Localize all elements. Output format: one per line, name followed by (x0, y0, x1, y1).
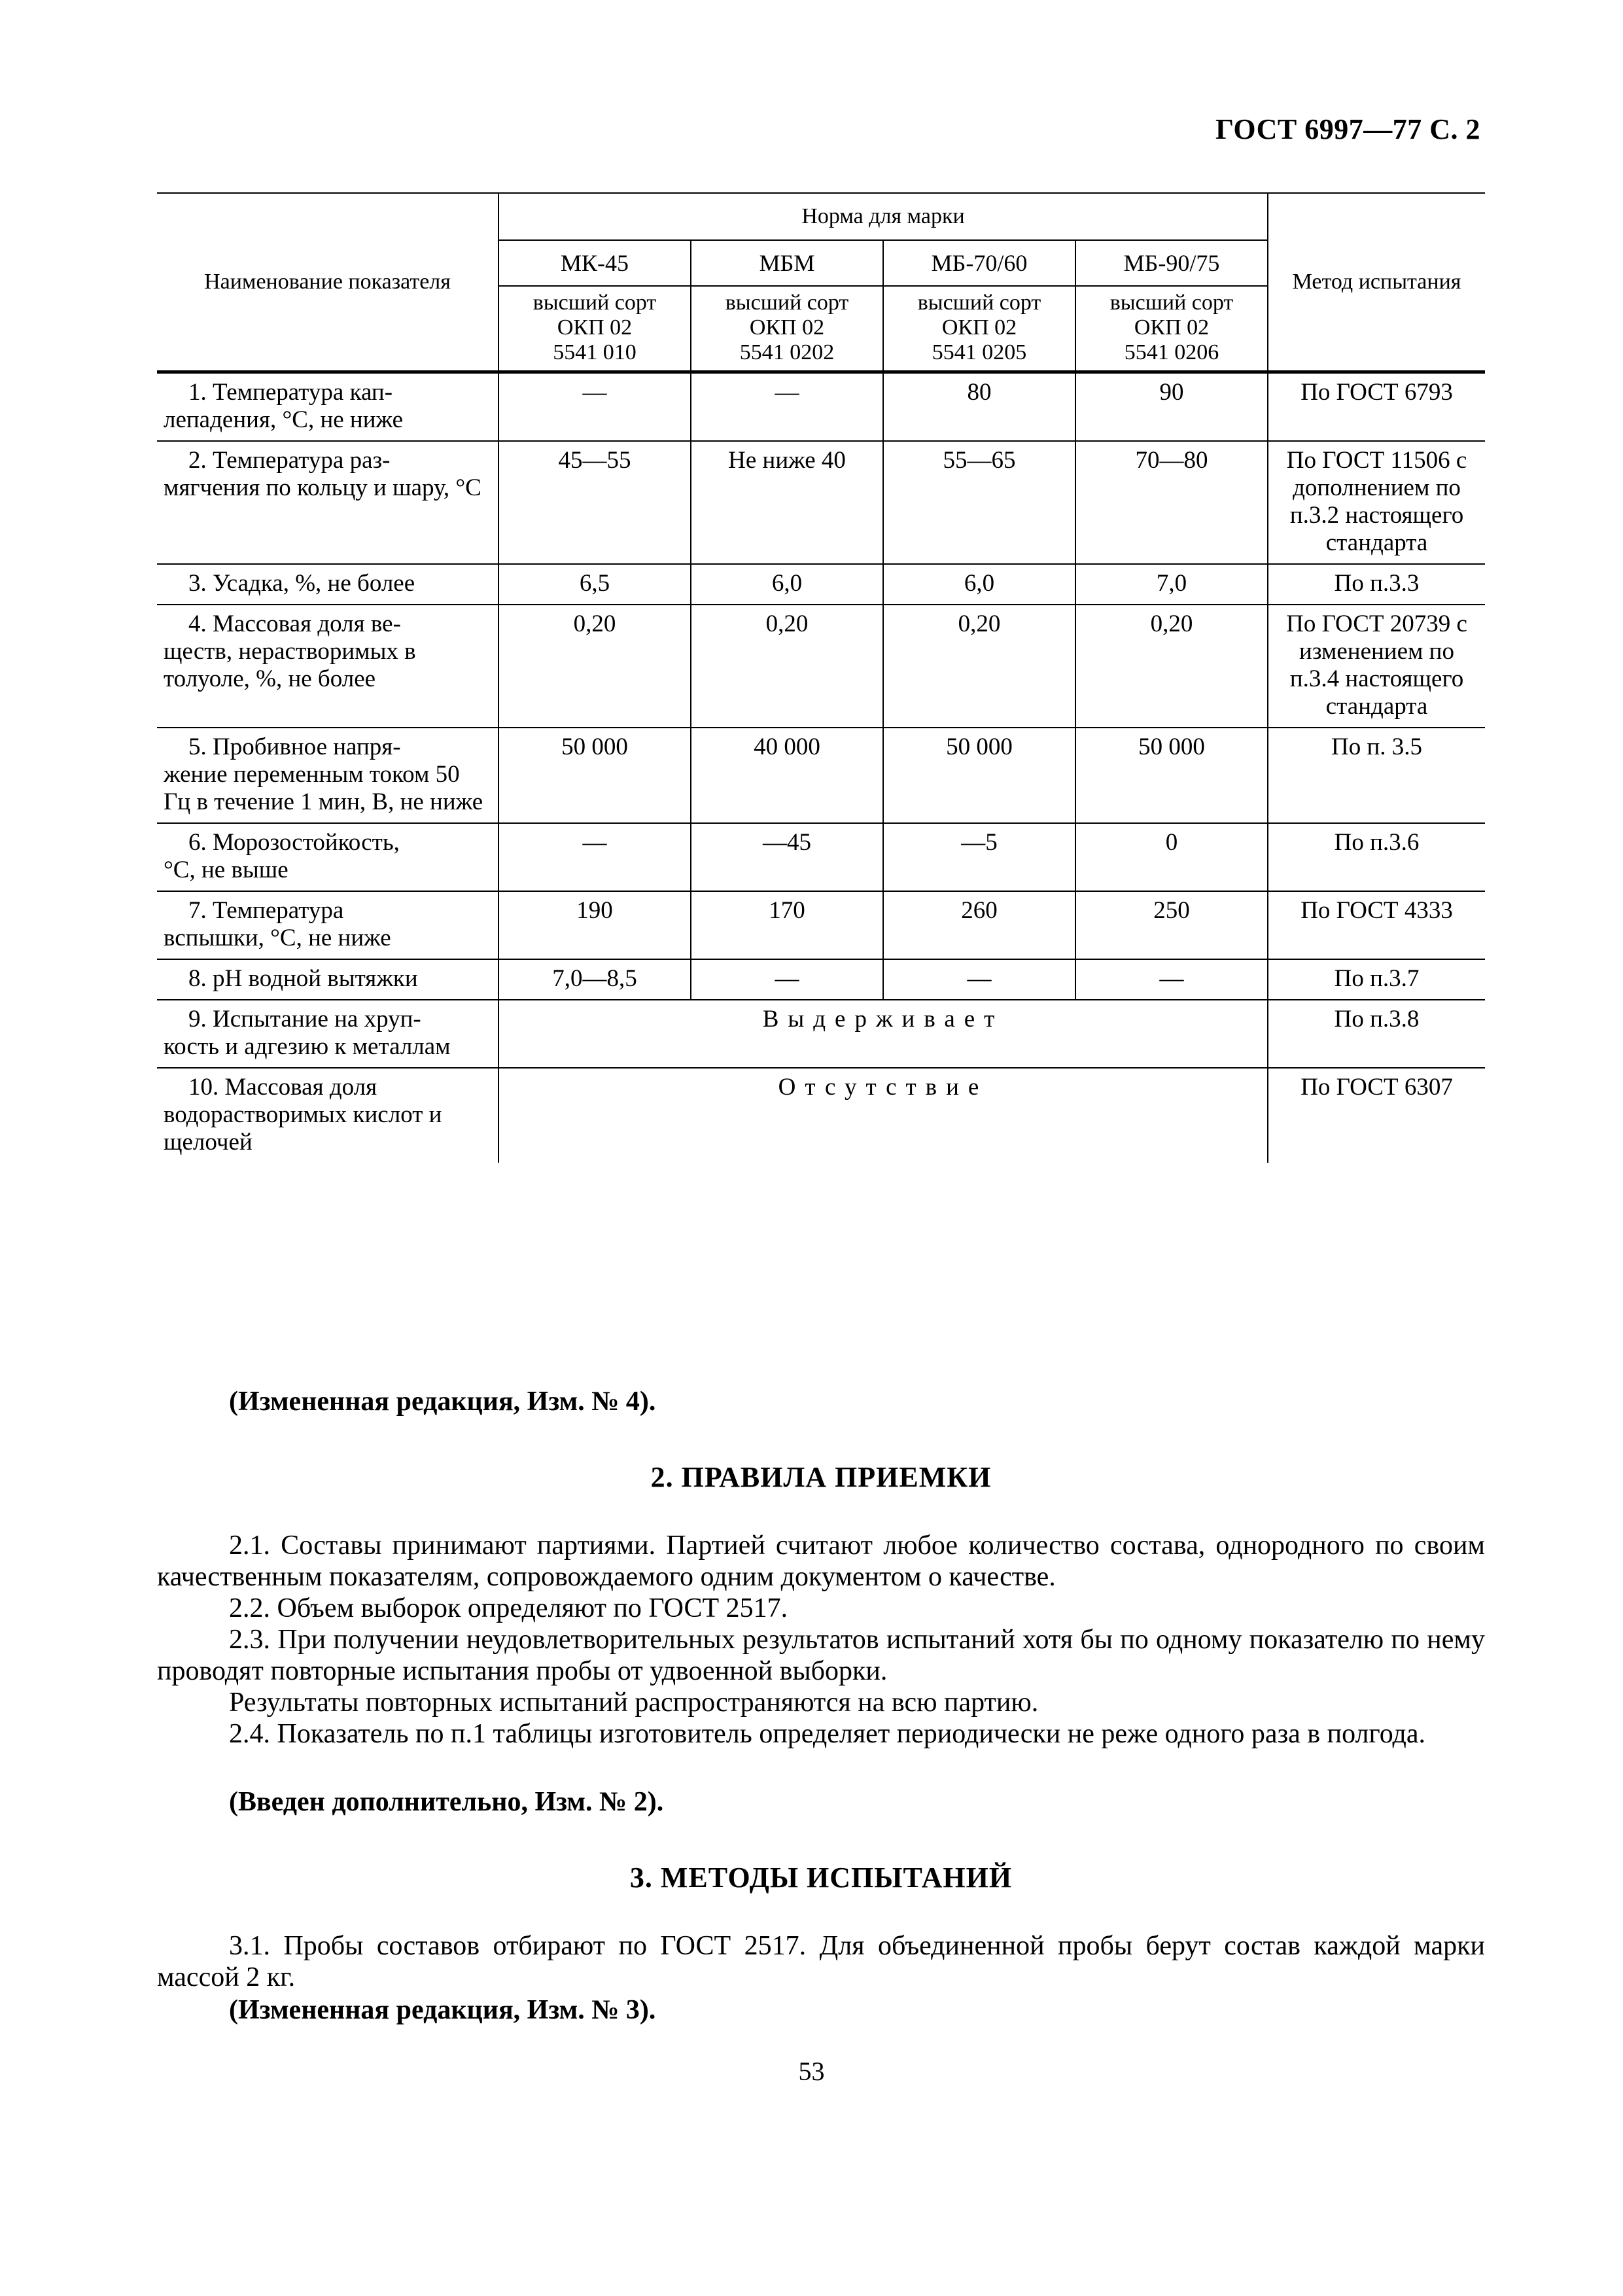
norm-value: 6,0 (691, 564, 883, 605)
norm-value: 0,20 (691, 605, 883, 728)
indicator-name: 7. Температура вспышки, °С, не ниже (157, 891, 498, 959)
norm-value: 170 (691, 891, 883, 959)
norm-value: 7,0—8,5 (498, 959, 691, 1000)
test-method: По ГОСТ 20739 с изменением по п.3.4 настоящего стандарта (1268, 605, 1485, 728)
paragraph: 2.3. При получении неудовлетворительных результатов испытаний хотя бы по одному показателю по нему проводят повторные испытания пробы от удвоенной выборки. (157, 1625, 1485, 1686)
norm-value: — (691, 372, 883, 442)
test-method: По ГОСТ 6307 (1268, 1068, 1485, 1163)
norm-value: 50 000 (498, 728, 691, 823)
indicator-name: 9. Испытание на хруп- кость и адгезию к металлам (157, 1000, 498, 1068)
norm-value: 250 (1075, 891, 1268, 959)
test-method: По ГОСТ 6793 (1268, 372, 1485, 442)
header-okp-code: высший сорт ОКП 02 5541 010 (498, 286, 691, 372)
header-okp-code: высший сорт ОКП 02 5541 0206 (1075, 286, 1268, 372)
amendment-note: (Измененная редакция, Изм. № 4). (229, 1386, 656, 1417)
norm-value: 90 (1075, 372, 1268, 442)
norm-value: 70—80 (1075, 441, 1268, 564)
indicator-name: 3. Усадка, %, не более (157, 564, 498, 605)
norm-value: 260 (883, 891, 1075, 959)
norm-value: 50 000 (883, 728, 1075, 823)
specification-table (157, 192, 1485, 1163)
norm-value: —5 (883, 823, 1075, 891)
header-test-method: Метод испытания (1268, 193, 1485, 372)
section-2-text (157, 1530, 1485, 1750)
running-title: ГОСТ 6997—77 С. 2 (1215, 113, 1480, 145)
norm-value: — (1075, 959, 1268, 1000)
table-row (157, 564, 1485, 605)
test-method: По п.3.3 (1268, 564, 1485, 605)
header-okp-code: высший сорт ОКП 02 5541 0205 (883, 286, 1075, 372)
indicator-name: 10. Массовая доля водорастворимых кислот и щелочей (157, 1068, 498, 1163)
table-row (157, 372, 1485, 442)
indicator-name: 5. Пробивное напря- жение переменным током 50 Гц в течение 1 мин, В, не ниже (157, 728, 498, 823)
norm-value: — (883, 959, 1075, 1000)
indicator-name: 2. Температура раз- мягчения по кольцу и шару, °С (157, 441, 498, 564)
norm-value: 6,5 (498, 564, 691, 605)
section-title: 2. ПРАВИЛА ПРИЕМКИ (650, 1461, 992, 1493)
table-row (157, 959, 1485, 1000)
norm-value: 0 (1075, 823, 1268, 891)
norm-value: 50 000 (1075, 728, 1268, 823)
table-row (157, 823, 1485, 891)
norm-value: Не ниже 40 (691, 441, 883, 564)
section-3-text (157, 1930, 1485, 1993)
paragraph: 3.1. Пробы составов отбирают по ГОСТ 2517. Для объединенной пробы берут состав каждой марки массой 2 кг. (157, 1931, 1485, 1992)
page-number: 53 (798, 2057, 825, 2086)
paragraph: 2.4. Показатель по п.1 таблицы изготовитель определяет периодически не реже одного раза в полгода. (229, 1719, 1425, 1749)
norm-value: — (498, 823, 691, 891)
test-method: По п.3.8 (1268, 1000, 1485, 1068)
norm-value: 0,20 (883, 605, 1075, 728)
test-method: По ГОСТ 4333 (1268, 891, 1485, 959)
test-method: По п.3.6 (1268, 823, 1485, 891)
norm-value: 45—55 (498, 441, 691, 564)
header-grade: МК-45 (498, 240, 691, 286)
norm-value: —45 (691, 823, 883, 891)
indicator-name: 8. рН водной вытяжки (157, 959, 498, 1000)
norm-value: 7,0 (1075, 564, 1268, 605)
test-method: По п. 3.5 (1268, 728, 1485, 823)
table-row (157, 728, 1485, 823)
norm-value: 0,20 (1075, 605, 1268, 728)
norm-value: 55—65 (883, 441, 1075, 564)
norm-value: 40 000 (691, 728, 883, 823)
test-method: По ГОСТ 11506 с дополнением по п.3.2 настоящего стандарта (1268, 441, 1485, 564)
norm-value: 6,0 (883, 564, 1075, 605)
norm-value: 190 (498, 891, 691, 959)
table-row (157, 891, 1485, 959)
indicator-name: 6. Морозостойкость, °С, не выше (157, 823, 498, 891)
norm-value-spanned: Отсутствие (498, 1068, 1268, 1163)
header-grade: МБМ (691, 240, 883, 286)
paragraph: 2.1. Составы принимают партиями. Партией считают любое количество состава, однородного по своим качественным показателям, сопровождаемого одним документом о качестве. (157, 1530, 1485, 1592)
table-row (157, 1068, 1485, 1163)
header-norm-group: Норма для марки (498, 193, 1268, 240)
norm-value: 80 (883, 372, 1075, 442)
table-row (157, 1000, 1485, 1068)
norm-value: 0,20 (498, 605, 691, 728)
section-title: 3. МЕТОДЫ ИСПЫТАНИЙ (629, 1862, 1013, 1894)
norm-value: — (691, 959, 883, 1000)
indicator-name: 4. Массовая доля ве- ществ, нерастворимых в толуоле, %, не более (157, 605, 498, 728)
norm-value: — (498, 372, 691, 442)
amendment-note: (Введен дополнительно, Изм. № 2). (229, 1787, 664, 1817)
norm-value-spanned: Выдерживает (498, 1000, 1268, 1068)
indicator-name: 1. Температура кап- лепадения, °С, не ниже (157, 372, 498, 442)
test-method: По п.3.7 (1268, 959, 1485, 1000)
header-indicator-name: Наименование показателя (157, 193, 498, 372)
paragraph: Результаты повторных испытаний распространяются на всю партию. (229, 1687, 1039, 1718)
table-row (157, 605, 1485, 728)
header-grade: МБ-70/60 (883, 240, 1075, 286)
header-okp-code: высший сорт ОКП 02 5541 0202 (691, 286, 883, 372)
table-row (157, 441, 1485, 564)
header-grade: МБ-90/75 (1075, 240, 1268, 286)
paragraph: 2.2. Объем выборок определяют по ГОСТ 2517. (229, 1593, 788, 1623)
amendment-note: (Измененная редакция, Изм. № 3). (229, 1995, 656, 2025)
